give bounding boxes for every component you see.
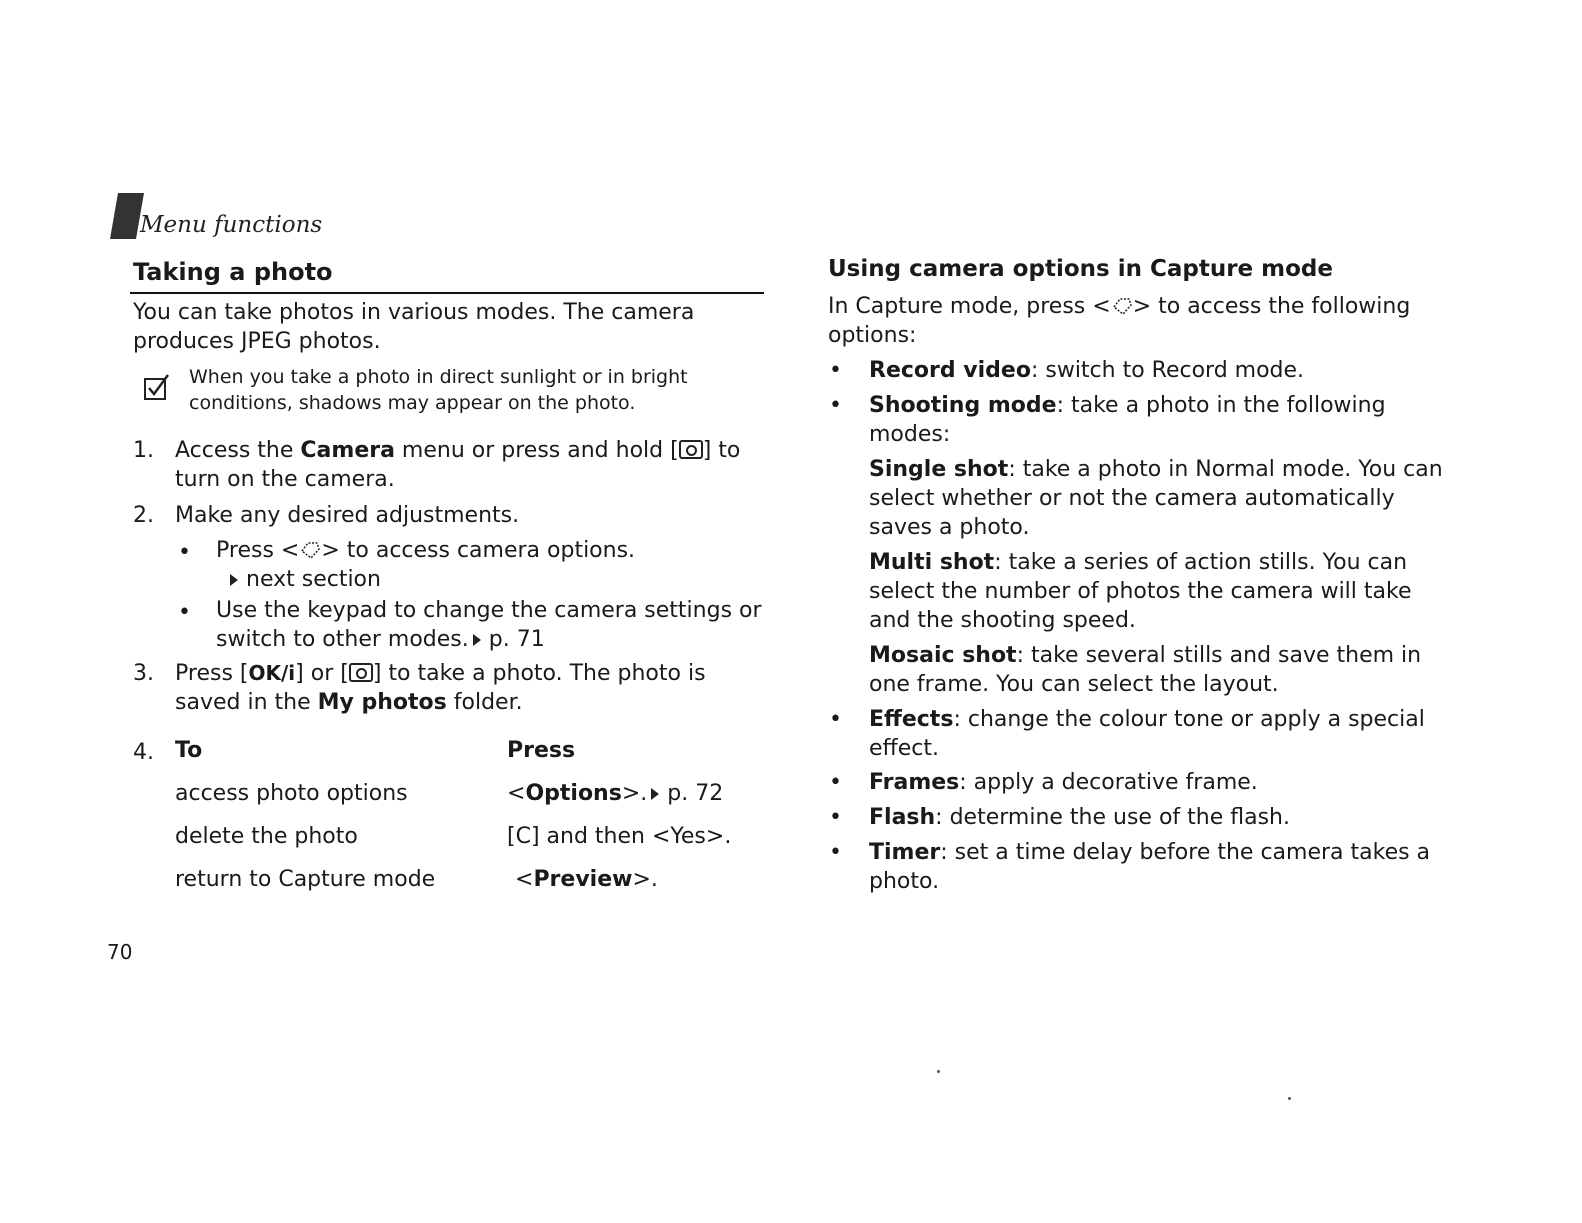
scan-speck [937,1070,940,1073]
ref-arrow-icon [473,634,481,646]
press-text: < [515,867,534,892]
step-text: ] to turn on the camera. [175,438,741,492]
option-item [829,705,1459,763]
bullet-text: Press < [216,538,300,563]
option-item [829,838,1459,896]
bullet-dot: • [829,707,842,732]
camera-menu-label: Camera [300,438,395,463]
option-text: : set a time delay before the camera takes a photo. [869,840,1431,894]
mode-item [869,455,1459,542]
step-text: Press [ [175,661,249,686]
option-item [829,391,1459,449]
option-item [829,803,1459,832]
press-text: >. [621,781,648,806]
bullet-text: > to access camera options. [321,538,636,563]
option-label: Flash [869,805,936,830]
table-row: return to Capture mode [175,867,436,892]
ref-arrow-icon [651,788,659,800]
mode-label: Mosaic shot [869,643,1017,668]
title-rule [130,292,764,294]
mode-item [869,548,1459,635]
table-header-to: To [175,738,203,763]
bullet-1 [178,536,776,594]
soft-key-icon [1111,295,1133,317]
step-text: menu or press and hold [ [394,438,679,463]
mode-label: Single shot [869,457,1009,482]
table-row: delete the photo [175,824,358,849]
soft-key-icon [299,539,321,561]
bullet-text: Use the keypad to change the camera settings or switch to other modes. [216,598,762,652]
note-text: When you take a photo in direct sunlight or in bright conditions, shadows may appear on the photo. [189,366,688,414]
note-checkbox-icon [143,373,171,401]
option-label: Record video [869,358,1031,383]
cross-reference: p. 71 [488,627,545,652]
mode-item [869,641,1459,699]
subsection-title: Using camera options in Capture mode [828,256,1333,282]
table-row-press [507,781,723,806]
option-text: : determine the use of the flash. [935,805,1290,830]
option-label: Shooting mode [869,393,1057,418]
ref-arrow-icon [230,574,238,586]
press-text: >. [632,867,658,892]
section-name: Menu functions [140,212,323,238]
option-text: : change the colour tone or apply a special effect. [869,707,1425,761]
step-text: Access the [175,438,301,463]
bullet-dot: • [829,840,842,865]
camera-key-icon [679,440,703,459]
press-text: < [507,781,526,806]
step-2 [133,501,773,530]
option-item [829,768,1459,797]
camera-key-icon [349,663,373,682]
page-number: 70 [107,940,133,964]
option-item [829,356,1459,385]
bullet-dot: • [178,600,191,625]
step-number: 2. [133,503,154,528]
intro-text: > to access the following options: [828,294,1411,348]
section-marker-icon [108,193,144,239]
mode-text: : take several stills and save them in one frame. You can select the layout. [869,643,1422,697]
bullet-dot: • [829,770,842,795]
mode-text: : take a series of action stills. You can select the number of photos the camera will take and the shooting speed. [869,550,1412,633]
step-text: folder. [446,690,523,715]
section-title: Taking a photo [133,258,333,286]
step-text: ] to take a photo. The photo is saved in the [175,661,706,715]
option-label: Frames [869,770,960,795]
step-number: 1. [133,438,154,463]
table-row: access photo options [175,781,408,806]
step-number: 3. [133,661,154,686]
cross-reference: p. 72 [667,781,724,806]
intro-text: You can take photos in various modes. The camera produces JPEG photos. [133,300,695,354]
right-intro [828,292,1468,350]
table-row-press: [C] and then <Yes>. [507,824,732,849]
step-3 [133,659,773,717]
bullet-dot: • [829,358,842,383]
step-number: 4. [133,740,154,765]
option-text: : apply a decorative frame. [959,770,1258,795]
step-text: Make any desired adjustments. [175,503,520,528]
intro-text: In Capture mode, press < [828,294,1111,319]
table-header-press: Press [507,738,576,763]
mode-label: Multi shot [869,550,995,575]
option-text: : take a photo in the following modes: [869,393,1386,447]
table-row-press [515,867,658,892]
ok-key-label: OK/i [248,661,296,685]
scan-speck [1288,1097,1291,1100]
option-label: Effects [869,707,954,732]
step-text: ] or [ [295,661,349,686]
mode-text: : take a photo in Normal mode. You can select whether or not the camera automatically saves a photo. [869,457,1443,540]
bullet-2 [178,596,776,654]
cross-reference: next section [246,567,381,592]
options-key: Options [525,781,622,806]
preview-key: Preview [533,867,633,892]
bullet-dot: • [829,805,842,830]
bullet-dot: • [829,393,842,418]
option-label: Timer [869,840,941,865]
bullet-dot: • [178,540,191,565]
folder-name: My photos [317,690,447,715]
option-text: : switch to Record mode. [1030,358,1305,383]
step-1 [133,436,773,494]
